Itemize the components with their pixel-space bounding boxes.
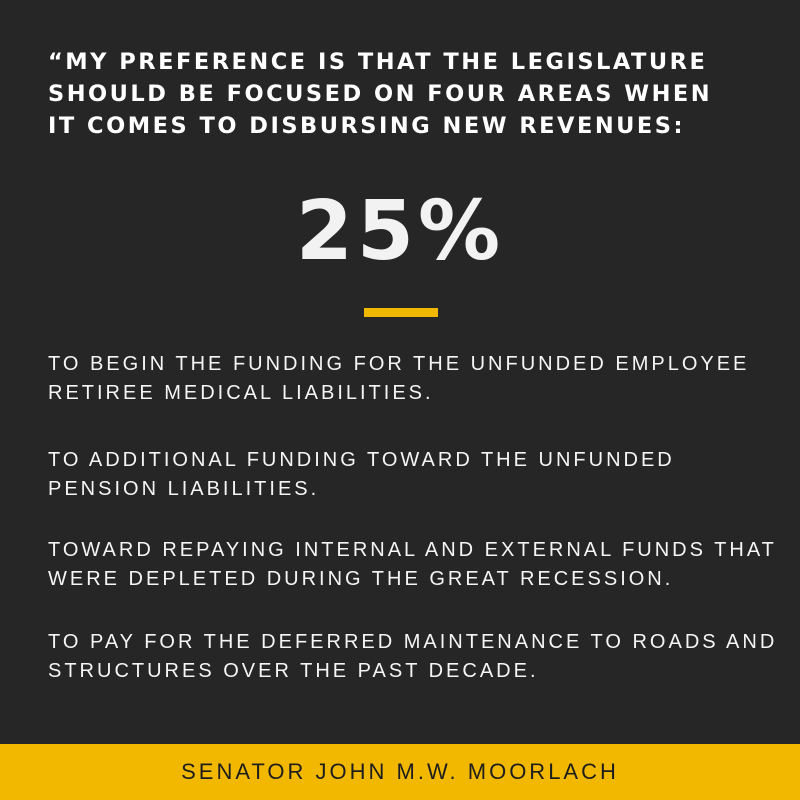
list-item (48, 628, 778, 686)
quote-text (48, 46, 768, 142)
attribution-banner (0, 744, 800, 800)
percentage-headline: 25% (295, 184, 505, 279)
attribution-text: SENATOR JOHN M.W. MOORLACH (181, 759, 619, 784)
quote-line: IT COMES TO DISBURSING NEW REVENUES: (48, 113, 686, 139)
list-item-line: TOWARD REPAYING INTERNAL AND EXTERNAL FUNDS THAT (48, 539, 777, 561)
list-item-line: PENSION LIABILITIES. (48, 478, 320, 500)
list-item-line: TO BEGIN THE FUNDING FOR THE UNFUNDED EMPLOYEE (48, 353, 750, 375)
list-item-line: RETIREE MEDICAL LIABILITIES. (48, 382, 434, 404)
quote-line: “MY PREFERENCE IS THAT THE LEGISLATURE (48, 49, 708, 75)
accent-divider (364, 308, 438, 317)
list-item (48, 350, 778, 408)
list-item-line: WERE DEPLETED DURING THE GREAT RECESSION. (48, 568, 674, 590)
list-item-line: STRUCTURES OVER THE PAST DECADE. (48, 660, 539, 682)
list-item-line: TO PAY FOR THE DEFERRED MAINTENANCE TO ROADS AND (48, 631, 778, 653)
list-item-line: TO ADDITIONAL FUNDING TOWARD THE UNFUNDED (48, 449, 675, 471)
list-item (48, 536, 778, 594)
quote-line: SHOULD BE FOCUSED ON FOUR AREAS WHEN (48, 81, 713, 107)
list-item (48, 446, 778, 504)
